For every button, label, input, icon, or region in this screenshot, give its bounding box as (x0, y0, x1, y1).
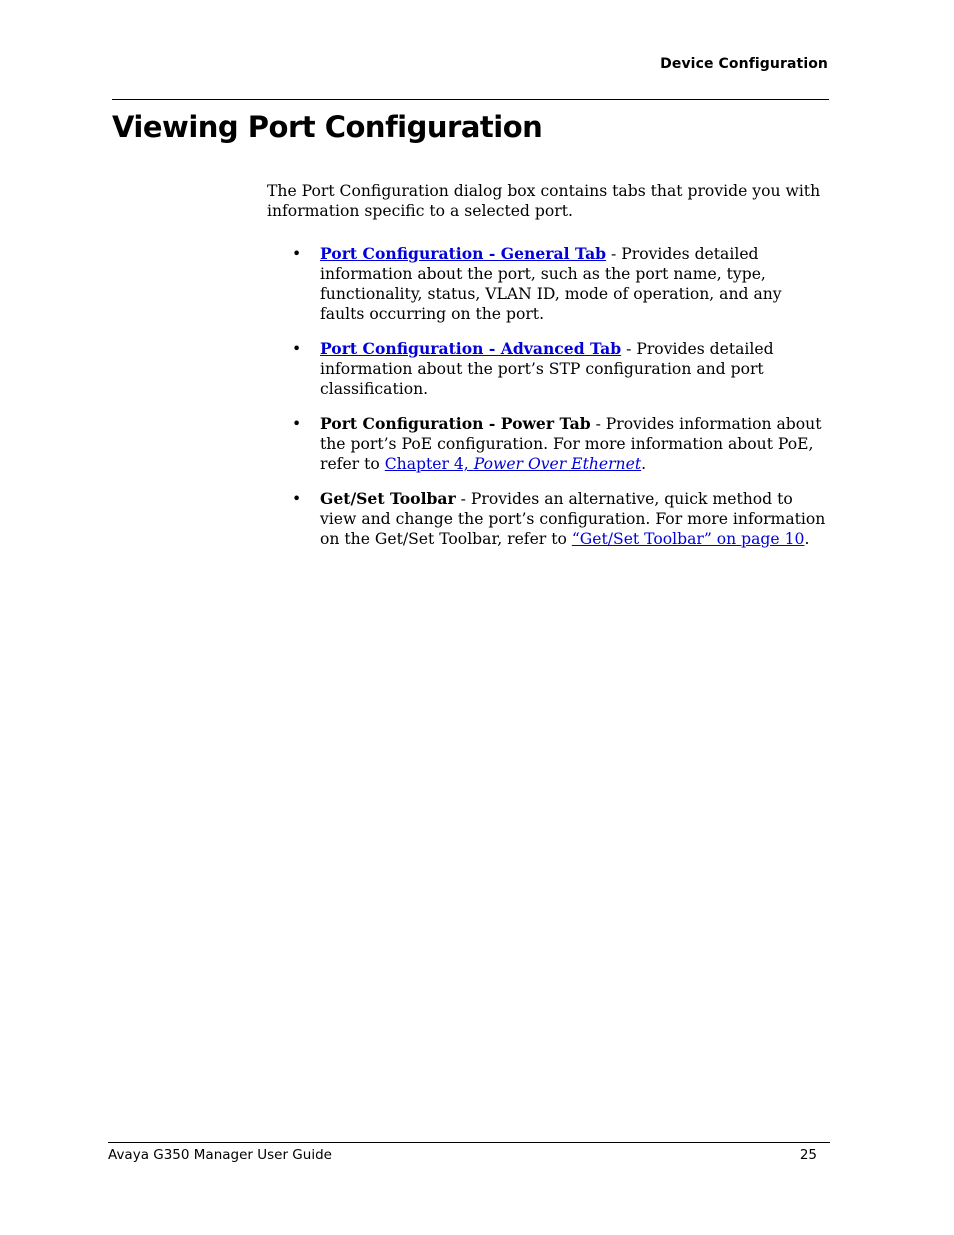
running-header: Device Configuration (660, 56, 828, 72)
bullet-glyph: • (292, 339, 302, 358)
advanced-tab-description: - Provides detailed information about the port’s STP configuration and port classification. (320, 339, 774, 399)
bullet-glyph: • (292, 244, 302, 263)
footer-doc-title: Avaya G350 Manager User Guide (108, 1147, 332, 1163)
list-item-advanced-tab (267, 339, 829, 400)
advanced-tab-link[interactable]: Port Configuration - Advanced Tab (320, 338, 622, 358)
get-set-toolbar-suffix: . (804, 530, 810, 549)
power-tab-description: - Provides information about the port’s PoE configuration. For more information about PoE, refer to (320, 414, 822, 474)
chapter-4-link[interactable] (385, 455, 641, 473)
chapter-4-link-title: Power Over Ethernet (473, 455, 642, 474)
get-set-toolbar-page-link[interactable]: “Get/Set Toolbar” on page 10 (571, 530, 805, 549)
general-tab-description: - Provides detailed information about the port, such as the port name, type, functionality, status, VLAN ID, mode of operation, and any faults occurring on the port. (320, 244, 782, 324)
chapter-4-link-prefix: Chapter 4, (384, 455, 474, 474)
page-title: Viewing Port Configuration (112, 110, 543, 144)
page-number: 25 (799, 1147, 817, 1163)
intro-paragraph: The Port Configuration dialog box contains tabs that provide you with information specific to a selected port. (267, 182, 821, 221)
bullet-list (267, 244, 829, 550)
bullet-glyph: • (292, 414, 302, 433)
header-rule (112, 99, 829, 100)
list-item-get-set-toolbar (267, 489, 829, 550)
get-set-toolbar-term: Get/Set Toolbar (320, 488, 456, 508)
get-set-toolbar-description: - Provides an alternative, quick method to view and change the port’s configuration. For more information on the Get/Set Toolbar, refer to (320, 489, 826, 549)
general-tab-link[interactable]: Port Configuration - General Tab (320, 243, 607, 263)
power-tab-term: Port Configuration - Power Tab (320, 413, 591, 433)
power-tab-suffix: . (641, 455, 647, 474)
body-content (267, 181, 829, 563)
list-item-general-tab (267, 244, 829, 325)
list-item-power-tab (267, 414, 829, 475)
bullet-glyph: • (292, 489, 302, 508)
footer-rule (108, 1142, 830, 1143)
